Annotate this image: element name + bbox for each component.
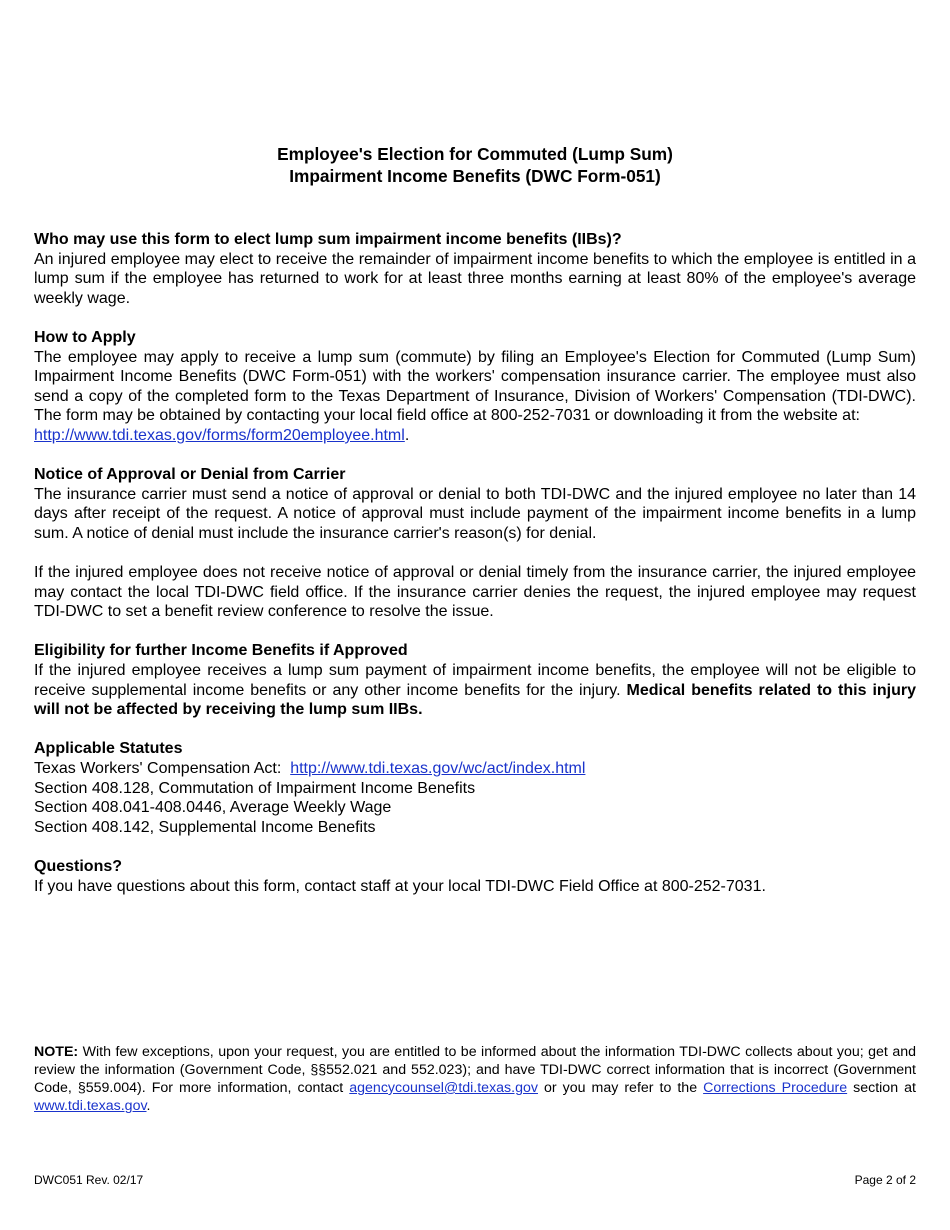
statutes-act-line bbox=[34, 759, 916, 779]
statutes-heading: Applicable Statutes bbox=[34, 740, 183, 758]
section-eligibility bbox=[34, 641, 916, 719]
eligibility-bold-text: Medical benefits related to this injury will not be affected by receiving the lump sum IIBs. bbox=[34, 681, 917, 719]
note-label: NOTE: bbox=[34, 1044, 79, 1060]
questions-heading: Questions? bbox=[34, 858, 123, 875]
privacy-note bbox=[34, 1043, 916, 1115]
section-who-may-use bbox=[34, 230, 916, 308]
notice-body-2: If the injured employee does not receive notice of approval or denial timely from the insurance carrier, the injured employee may contact the local TDI-DWC field office. If the insurance carrier denies the request, the injured employee may request TDI-DWC to set a benefit review conference to resolve the issue. bbox=[34, 564, 916, 621]
note-text-2: or you may refer to the bbox=[544, 1080, 698, 1096]
how-link-line bbox=[34, 426, 916, 446]
tdi-site-link[interactable]: www.tdi.texas.gov bbox=[34, 1098, 147, 1114]
document-title bbox=[0, 144, 950, 187]
eligibility-heading: Eligibility for further Income Benefits if Approved bbox=[34, 642, 408, 660]
act-link[interactable]: http://www.tdi.texas.gov/wc/act/index.html bbox=[290, 760, 586, 778]
note-text-1: With few exceptions, upon your request, you are entitled to be informed about the information TDI-DWC collects about you; get and review the information (Government Code, §§552.021 and 552.023); and have TDI-DWC correct information that is incorrect (Government Code, §559.004). For more information, contact bbox=[34, 1044, 916, 1096]
notice-body-1: The insurance carrier must send a notice of approval or denial to both TDI-DWC and the injured employee no later than 14 days after receipt of the request. A notice of approval must include payment of the impairment income benefits in a lump sum. A notice of denial must include the insurance carrier's reason(s) for denial. bbox=[34, 485, 916, 542]
who-body: An injured employee may elect to receive the remainder of impairment income benefits to which the employee is entitled in a lump sum if the employee has returned to work for at least three months earning at least 80% of the employee's average weekly wage. bbox=[34, 250, 916, 307]
notice-heading: Notice of Approval or Denial from Carrier bbox=[34, 466, 346, 484]
section-notice bbox=[34, 465, 916, 622]
section-how-to-apply bbox=[34, 328, 916, 446]
section-statutes bbox=[34, 739, 916, 837]
note-text-3: section at bbox=[853, 1080, 916, 1096]
how-body: The employee may apply to receive a lump sum (commute) by filing an Employee's Election for Commuted (Lump Sum) Impairment Income Benefits (DWC Form-051) with the workers' compensation insurance carrier. The employee must also send a copy of the completed form to the Texas Department of Insurance, Division of Workers' Compensation (TDI-DWC). The form may be obtained by contacting your local field office at 800-252-7031 or downloading it from the website at: bbox=[34, 348, 916, 425]
form-revision: DWC051 Rev. 02/17 bbox=[34, 1173, 144, 1187]
statute-line: Section 408.142, Supplemental Income Benefits bbox=[34, 818, 376, 836]
document-body bbox=[34, 230, 916, 916]
title-line-2: Impairment Income Benefits (DWC Form-051) bbox=[289, 165, 661, 186]
form-download-link[interactable]: http://www.tdi.texas.gov/forms/form20employee.html bbox=[34, 426, 405, 444]
statute-line: Section 408.128, Commutation of Impairment Income Benefits bbox=[34, 779, 476, 797]
eligibility-body bbox=[34, 661, 916, 720]
who-heading: Who may use this form to elect lump sum impairment income benefits (IIBs)? bbox=[34, 231, 622, 248]
title-line-1: Employee's Election for Commuted (Lump Sum) bbox=[277, 144, 673, 164]
corrections-procedure-link[interactable]: Corrections Procedure bbox=[703, 1080, 848, 1096]
statute-line: Section 408.041-408.0446, Average Weekly Wage bbox=[34, 799, 392, 817]
agency-email-link[interactable]: agencycounsel@tdi.texas.gov bbox=[349, 1080, 538, 1096]
note-text-4: . bbox=[146, 1098, 151, 1114]
section-questions bbox=[34, 857, 916, 896]
how-link-suffix: . bbox=[404, 426, 410, 444]
questions-body: If you have questions about this form, contact staff at your local TDI-DWC Field Office at 800-252-7031. bbox=[34, 877, 766, 895]
page-number: Page 2 of 2 bbox=[854, 1173, 916, 1187]
eligibility-text: If the injured employee receives a lump sum payment of impairment income benefits, the employee will not be eligible to receive supplemental income benefits or any other income benefits for the injury. bbox=[34, 662, 916, 699]
act-label: Texas Workers' Compensation Act: bbox=[34, 760, 282, 778]
how-heading: How to Apply bbox=[34, 328, 136, 346]
